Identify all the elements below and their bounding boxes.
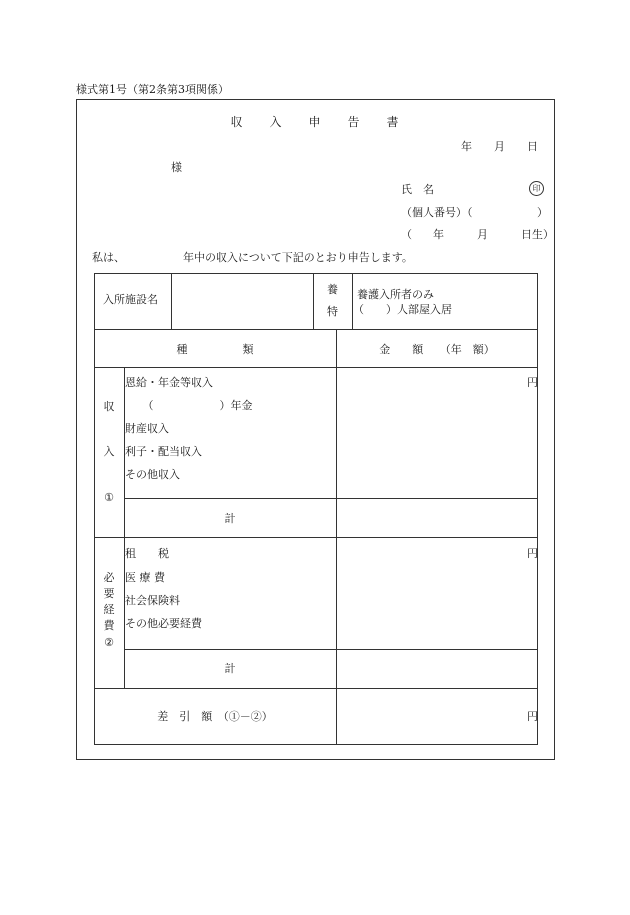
- difference-yen: 円: [527, 710, 538, 723]
- date-line: 年 月 日: [461, 140, 538, 153]
- income-side-char: 収: [103, 400, 115, 413]
- expense-side-char: 経: [103, 603, 115, 616]
- addressee-suffix: 様: [171, 161, 182, 174]
- expense-side-char: 費: [103, 619, 115, 632]
- amount-header: 金 額 （年 額）: [379, 343, 495, 356]
- divider-header: [94, 367, 538, 368]
- divider-facility: [94, 329, 538, 330]
- form-number: 様式第1号（第2条第3項関係）: [76, 83, 229, 96]
- expense-item: 社会保険料: [125, 594, 180, 607]
- divider-amount-column: [336, 329, 337, 745]
- expense-subtotal-label: 計: [224, 662, 236, 675]
- income-item: その他収入: [125, 468, 180, 481]
- income-subtotal-label: 計: [224, 512, 236, 525]
- income-item: （ ）年金: [137, 399, 253, 412]
- form-title: 収 入 申 告 書: [230, 115, 400, 129]
- expense-item: 医 療 費: [125, 571, 165, 584]
- divider-facility-name: [313, 273, 314, 329]
- seal-mark: [529, 181, 544, 196]
- income-yen: 円: [527, 376, 538, 389]
- birth-date: 年 月 日生）: [433, 228, 554, 241]
- income-side-char: ①: [104, 491, 114, 504]
- income-item: 恩給・年金等収入: [125, 376, 213, 389]
- divider-income-end: [94, 537, 538, 538]
- divider-income-subtotal: [124, 498, 538, 499]
- divider-facility-label: [171, 273, 172, 329]
- income-item: 利子・配当収入: [125, 445, 202, 458]
- name-label: 氏 名: [401, 183, 434, 196]
- type-header: 種 類: [176, 343, 254, 356]
- expense-item: その他必要経費: [125, 617, 202, 630]
- divider-expense-end: [94, 688, 538, 689]
- expense-yen: 円: [527, 547, 538, 560]
- id-number-close: ）: [537, 206, 548, 219]
- seal-icon: 印: [529, 181, 544, 196]
- income-item: 財産収入: [125, 422, 169, 435]
- expense-side-char: 必: [103, 571, 115, 584]
- facility-special-char: 養: [327, 283, 338, 296]
- divider-facility-special: [352, 273, 353, 329]
- facility-note: 養護入所者のみ: [357, 288, 434, 301]
- income-side-char: 入: [103, 445, 115, 458]
- facility-label: 入所施設名: [103, 293, 158, 306]
- facility-room-note: （ ）人部屋入居: [353, 303, 452, 316]
- declaration-text: 年中の収入について下記のとおり申告します。: [183, 251, 413, 264]
- declaration-prefix: 私は、: [92, 251, 125, 264]
- expense-item: 租 税: [125, 547, 169, 560]
- divider-expense-subtotal: [124, 649, 538, 650]
- expense-side-char: 要: [103, 587, 115, 600]
- birth-open: （: [401, 228, 412, 241]
- id-number-label: （個人番号）（: [401, 206, 473, 219]
- facility-special-char: 特: [327, 305, 338, 318]
- expense-side-char: ②: [104, 636, 114, 649]
- difference-label: 差 引 額 （①－②）: [157, 710, 273, 723]
